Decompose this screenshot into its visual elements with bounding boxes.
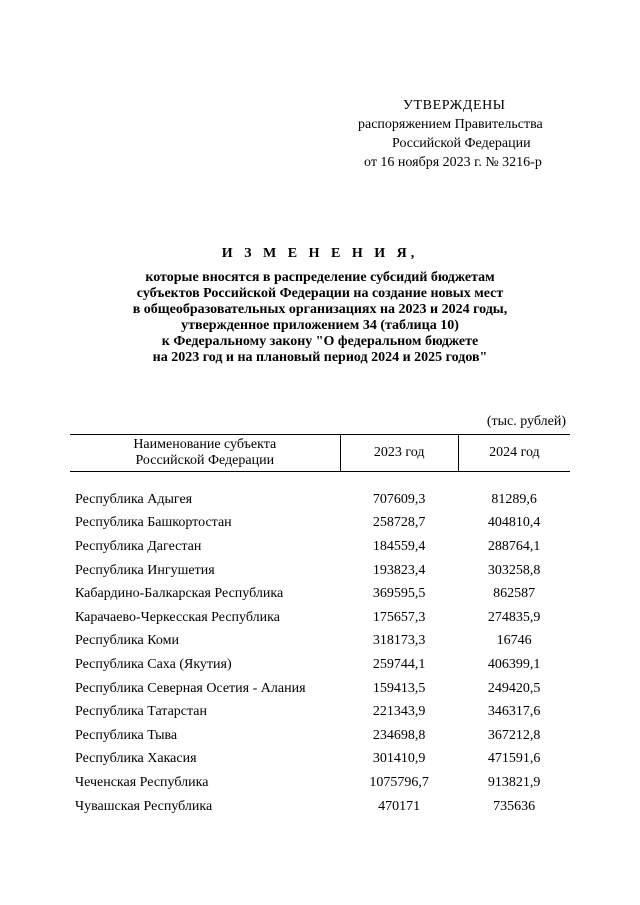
cell-2024: 471591,6	[487, 751, 541, 767]
subtitle-line: к Федеральному закону "О федеральном бюджете	[161, 334, 479, 349]
approval-line-3: от 16 ноября 2023 г. № 3216-р	[364, 155, 542, 170]
cell-2023: 258728,7	[372, 515, 426, 531]
cell-subject-name: Республика Дагестан	[75, 538, 202, 554]
cell-2023: 221343,9	[372, 704, 426, 720]
cell-subject-name: Кабардино-Балкарская Республика	[75, 586, 284, 602]
subtitle-line: в общеобразовательных организациях на 2023 и 2024 годы,	[132, 302, 508, 317]
cell-subject-name: Республика Коми	[75, 633, 179, 649]
table-spacer	[70, 472, 570, 489]
cell-2024: 862587	[493, 586, 536, 602]
table-row	[70, 488, 570, 512]
cell-subject-name: Республика Башкортостан	[75, 515, 232, 531]
subtitle-line: которые вносятся в распределение субсидий бюджетам	[145, 270, 495, 285]
table-header	[70, 435, 570, 472]
header-row	[70, 435, 570, 472]
cell-2024: 249420,5	[487, 680, 541, 696]
cell-subject-name: Республика Татарстан	[75, 704, 208, 720]
table-row	[70, 512, 570, 536]
cell-2024: 274835,9	[487, 609, 541, 625]
cell-subject-name: Республика Саха (Якутия)	[75, 656, 232, 672]
cell-2023: 234698,8	[372, 727, 426, 743]
subtitle-line: субъектов Российской Федерации на создание новых мест	[136, 286, 504, 301]
cell-2023: 175657,3	[372, 609, 426, 625]
table-row	[70, 653, 570, 677]
units-label: (тыс. рублей)	[486, 414, 566, 429]
cell-2024: 913821,9	[487, 774, 541, 790]
cell-2024: 406399,1	[487, 656, 541, 672]
cell-2024: 288764,1	[487, 538, 541, 554]
cell-subject-name: Республика Ингушетия	[75, 562, 215, 578]
table-row	[70, 582, 570, 606]
cell-2024: 303258,8	[487, 562, 541, 578]
approval-block	[340, 96, 580, 172]
table-body	[70, 472, 570, 819]
subsidy-table-wrapper	[70, 434, 570, 818]
cell-2024: 735636	[493, 798, 536, 814]
cell-2024: 16746	[496, 633, 532, 649]
table-row	[70, 606, 570, 630]
cell-2024: 346317,6	[487, 704, 541, 720]
cell-subject-name: Чувашская Республика	[75, 798, 213, 814]
table-row	[70, 700, 570, 724]
cell-subject-name: Республика Адыгея	[75, 491, 193, 507]
cell-subject-name: Чеченская Республика	[75, 774, 209, 790]
header-2023: 2023 год	[340, 435, 458, 472]
header-subject-name	[70, 435, 340, 472]
cell-subject-name: Республика Северная Осетия - Алания	[75, 680, 306, 696]
cell-2023: 259744,1	[372, 656, 426, 672]
cell-2023: 707609,3	[372, 491, 426, 507]
cell-subject-name: Карачаево-Черкесская Республика	[75, 609, 280, 625]
approval-line-1: распоряжением Правительства	[358, 117, 543, 132]
table-row	[70, 677, 570, 701]
header-2024: 2024 год	[458, 435, 570, 472]
table-row	[70, 535, 570, 559]
header-name-line-2: Российской Федерации	[135, 453, 275, 468]
table-row	[70, 748, 570, 772]
cell-2023: 159413,5	[372, 680, 426, 696]
cell-2023: 193823,4	[372, 562, 426, 578]
subsidy-table	[70, 434, 570, 818]
table-row	[70, 795, 570, 819]
cell-2023: 470171	[378, 798, 421, 814]
subtitle-line: утвержденное приложением 34 (таблица 10)	[181, 318, 459, 333]
cell-2023: 318173,3	[372, 633, 426, 649]
table-row	[70, 630, 570, 654]
cell-2023: 369595,5	[372, 586, 426, 602]
table-row	[70, 724, 570, 748]
cell-2023: 184559,4	[372, 538, 426, 554]
cell-2024: 367212,8	[487, 727, 541, 743]
document-subtitle	[60, 270, 580, 366]
cell-subject-name: Республика Тыва	[75, 727, 178, 743]
cell-2023: 1075796,7	[369, 774, 429, 790]
cell-2023: 301410,9	[372, 751, 426, 767]
table-row	[70, 559, 570, 583]
document-heading: И З М Е Н Е Н И Я,	[221, 246, 419, 261]
cell-2024: 404810,4	[487, 515, 541, 531]
cell-2024: 81289,6	[491, 491, 537, 507]
header-name-line-1: Наименование субъекта	[133, 437, 277, 452]
approval-line-2: Российской Федерации	[392, 136, 531, 151]
approval-title: УТВЕРЖДЕНЫ	[403, 98, 506, 113]
subtitle-line: на 2023 год и на плановый период 2024 и 2025 годов"	[152, 350, 488, 365]
table-row	[70, 771, 570, 795]
cell-subject-name: Республика Хакасия	[75, 751, 197, 767]
